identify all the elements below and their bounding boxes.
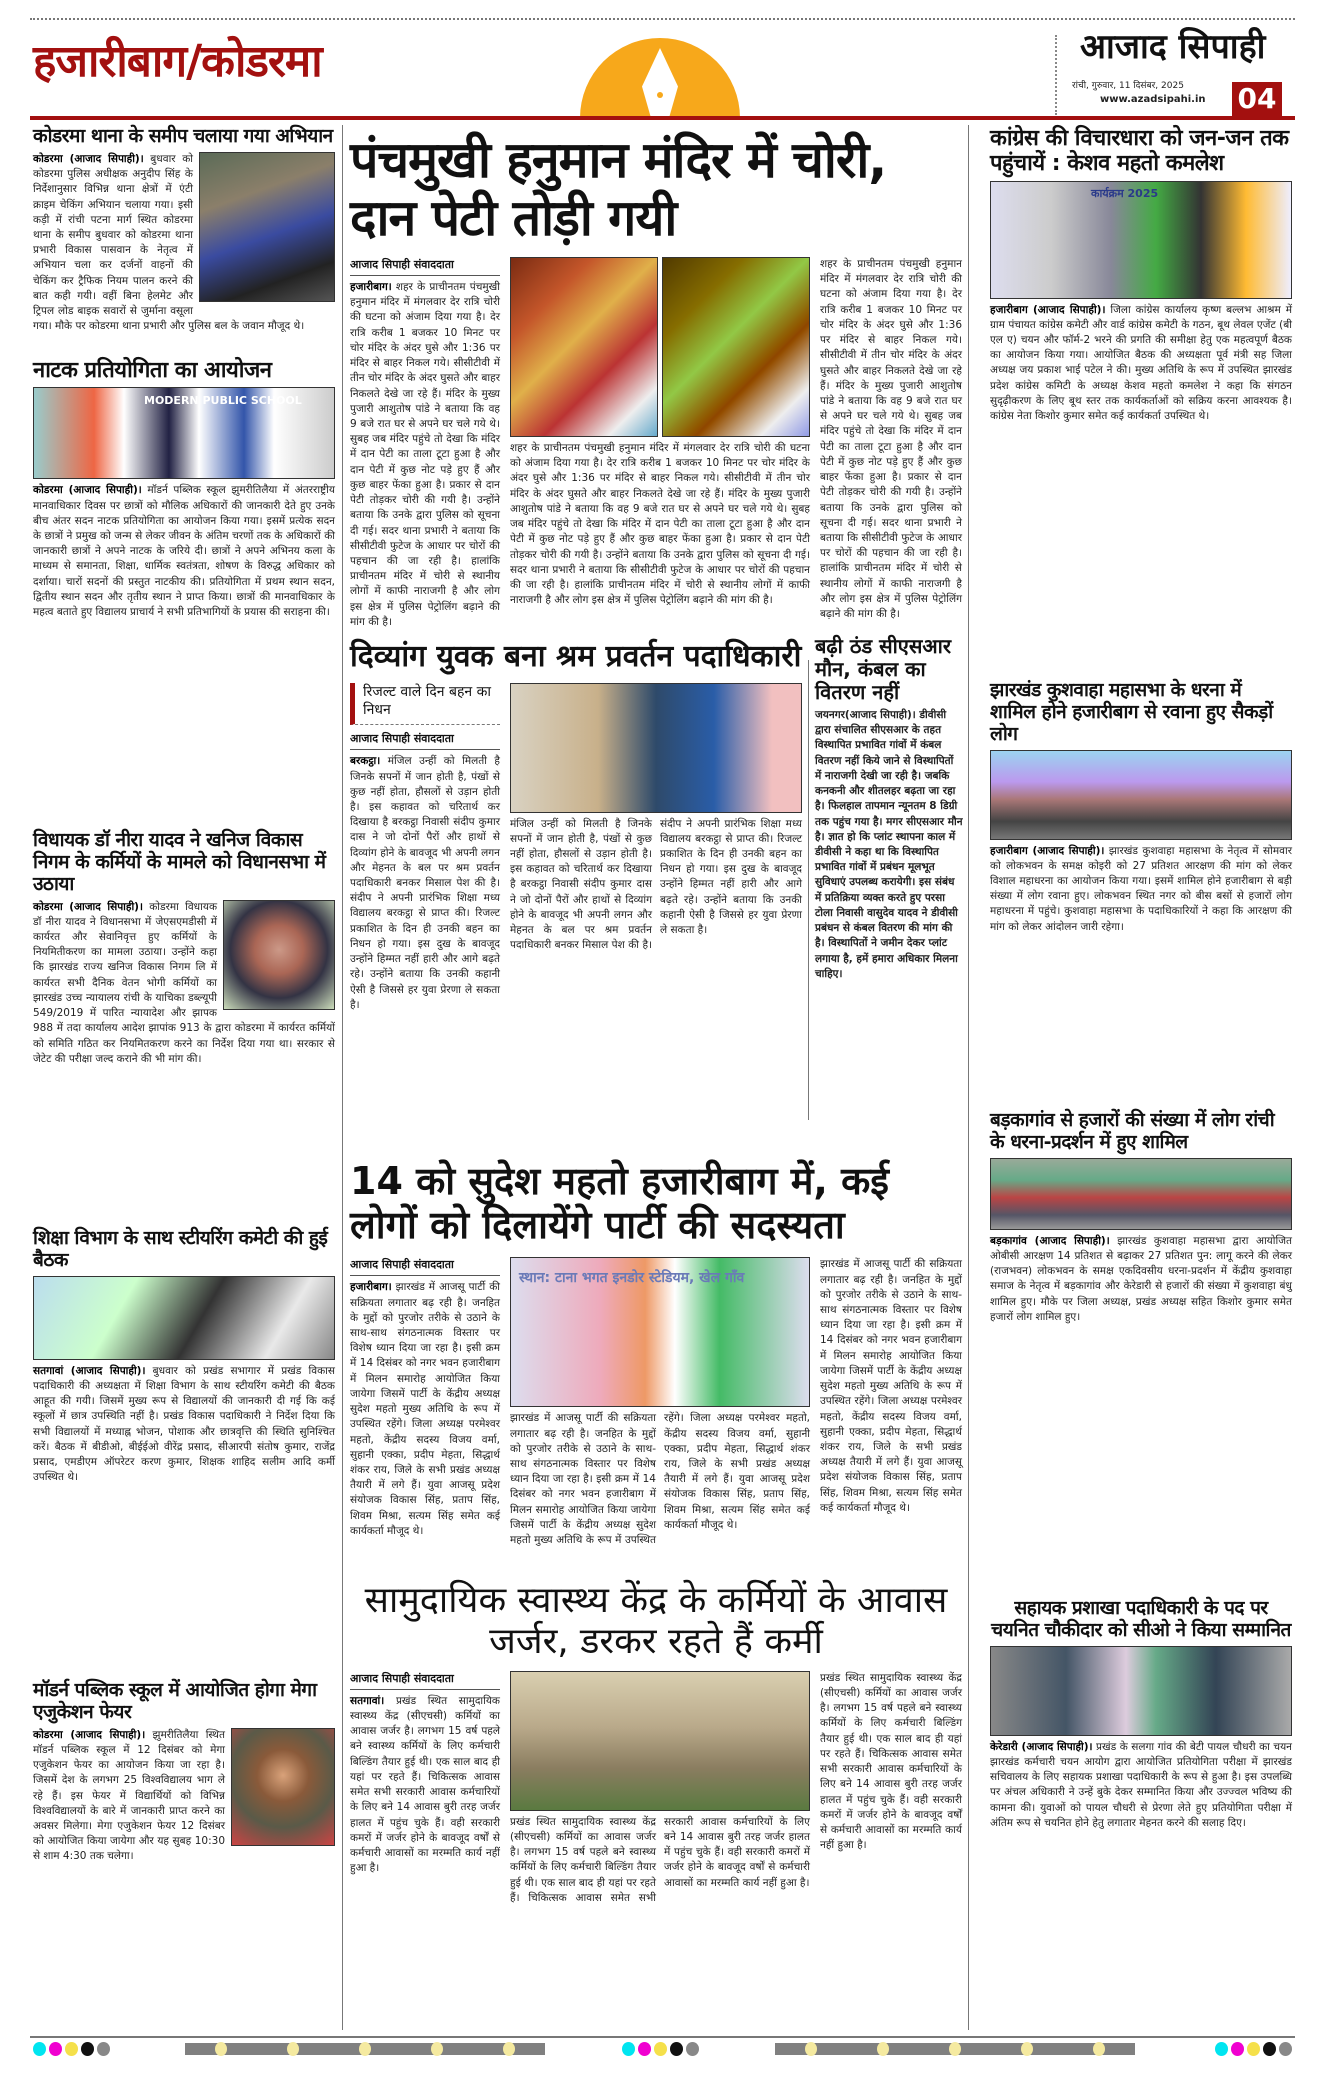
website-link[interactable]: www.azadsipahi.in — [1100, 94, 1206, 105]
article-body: हजारीबाग। झारखंड में आजसू पार्टी की सक्रियता लगातार बढ़ रही है। जनहित के मुद्दों को पुरजोर तरीके से उठाने के साथ-साथ संगठनात्मक विस्तार पर विशेष ध्यान दिया जा रहा है। इसी क्रम में 14 दिसंबर को नगर भवन हजारीबाग में मिलन समारोह आयोजित किया जायेगा जिसमें पार्टी के केंद्रीय अध्यक्ष सुदेश महतो मुख्य अतिथि के रूप में उपस्थित रहेंगे। जिला अध्यक्ष परमेश्वर महतो, केंद्रीय सदस्य विजय वर्मा, सुहानी एक्का, प्रदीप मेहता, सिद्धार्थ शंकर राय, जिले के सभी प्रखंड अध्यक्ष तैयारी में लगे हैं। युवा आजसू प्रदेश संयोजक विकास सिंह, प्रताप सिंह, शिवम मिश्रा, सत्यम सिंह समेत कई कार्यकर्ता मौजूद थे। — [350, 1281, 500, 1537]
article-body-continued: प्रखंड स्थित सामुदायिक स्वास्थ्य केंद्र (सीएचसी) कर्मियों का आवास जर्जर है। लगभग 15 वर्ष पहले बने स्वास्थ्य कर्मियों के लिए कर्मचारी बिल्डिंग तैयार हुई थी। एक साल बाद ही यहां पर रहते हैं। चिकित्सक आवास समेत सभी सरकारी आवास कर्मचारियों के लिए बने 14 आवास बुरी तरह जर्जर हालत में पहुंच चुके हैं। वही सरकारी कमरों में जर्जर होने के बावजूद वर्षों से कर्मचारी आवासों का मरम्मति कार्य नहीं हुआ है। — [820, 1671, 962, 1852]
dilapidated-building-photo — [510, 1671, 810, 1811]
headline: सामुदायिक स्वास्थ्य केंद्र के कर्मियों के आवास जर्जर, डरकर रहते हैं कर्मी — [364, 1580, 948, 1663]
black-swatch — [81, 2042, 94, 2056]
footer-rule — [30, 2036, 1295, 2038]
magenta-swatch — [49, 2042, 62, 2056]
magenta-swatch — [1231, 2042, 1244, 2056]
mla-portrait-photo — [223, 900, 335, 1010]
masthead-rule — [30, 116, 1295, 120]
article-education-fair[interactable] — [33, 1680, 335, 1998]
kushwaha-rally-photo — [990, 750, 1292, 840]
cyan-swatch — [33, 2042, 46, 2056]
yellow-swatch — [1247, 2042, 1260, 2056]
article-body-continued: शहर के प्राचीनतम पंचमुखी हनुमान मंदिर में मंगलवार देर रात्रि चोरी की घटना को अंजाम दिया गया है। देर रात्रि करीब 1 बजकर 10 मिनट पर चोर मंदिर के अंदर घुसे और 1:36 पर मंदिर से बाहर निकल गये। सीसीटीवी में तीन चोर मंदिर के अंदर घुसते और बाहर निकलते देखे जा रहे हैं। मंदिर के मुख्य पुजारी आशुतोष पांडे ने बताया कि वह 9 बजे रात घर से अपने घर चले गये थे। सुबह जब मंदिर पहुंचे तो देखा कि मंदिर में दान पेटी का ताला टूटा हुआ है और दान पेटी में कुछ नोट पड़े हुए हैं और कुछ बाहर फेंका हुआ है। प्रकार से दान पेटी तोड़कर चोरी की गयी है। उन्होंने बताया कि उनके द्वारा पुलिस को सूचना दी गई। सदर थाना प्रभारी ने बताया कि सीसीटीवी फुटेज के आधार पर चोरों की पहचान की जा रही है। हालांकि प्राचीनतम मंदिर में चोरी से स्थानीय लोगों में काफी नाराजगी है और लोग इस क्षेत्र में पुलिस पेट्रोलिंग बढ़ाने की मांग की है। — [510, 442, 810, 607]
headline: कोडरमा थाना के समीप चलाया गया अभियान — [33, 125, 333, 147]
story-sudesh-mahto[interactable] — [350, 1160, 962, 1590]
gray-swatch — [97, 2042, 110, 2056]
article-body: कोडरमा (आजाद सिपाही)। झुमरीतिलैया स्थित मॉडर्न पब्लिक स्कूल में 12 दिसंबर को मेगा एजुकेशन फेयर का आयोजन किया जा रहा है। जिसमें देश के लगभग 25 विश्वविद्यालय भाग ले रहे हैं। इस फेयर में विद्यार्थियों को विभिन्न विश्वविद्यालयों के बारे में जानकारी प्राप्त करने का अवसर मिलेगा। मेगा एजुकेशन फेयर 12 दिसंबर को आयोजित किया जायेगा और यह सुबह 10:30 से शाम 4:30 तक चलेगा। — [33, 1728, 225, 1863]
headline: झारखंड कुशवाहा महासभा के धरना में शामिल होने हजारीबाग से रवाना हुए सैकड़ों लोग — [990, 679, 1273, 745]
article-body-continued: शहर के प्राचीनतम पंचमुखी हनुमान मंदिर में मंगलवार देर रात्रि चोरी की घटना को अंजाम दिया गया है। देर रात्रि करीब 1 बजकर 10 मिनट पर चोर मंदिर के अंदर घुसे और 1:36 पर मंदिर से बाहर निकल गये। सीसीटीवी में तीन चोर मंदिर के अंदर घुसते और बाहर निकलते देखे जा रहे हैं। मंदिर के मुख्य पुजारी आशुतोष पांडे ने बताया कि वह 9 बजे रात घर से अपने घर चले गये थे। सुबह जब मंदिर पहुंचे तो देखा कि मंदिर में दान पेटी का ताला टूटा हुआ है और दान पेटी में कुछ नोट पड़े हुए हैं और कुछ बाहर फेंका हुआ है। प्रकार से दान पेटी तोड़कर चोरी की गयी है। उन्होंने बताया कि उनके द्वारा पुलिस को सूचना दी गई। सदर थाना प्रभारी ने बताया कि सीसीटीवी फुटेज के आधार पर चोरों की पहचान की जा रही है। हालांकि प्राचीनतम मंदिर में चोरी से स्थानीय लोगों में काफी नाराजगी है और लोग इस क्षेत्र में पुलिस पेट्रोलिंग बढ़ाने की मांग की है। — [820, 258, 962, 621]
article-body: हजारीबाग (आजाद सिपाही)। झारखंड कुशवाहा महासभा के नेतृत्व में सोमवार को लोकभवन के समक्ष कोइरी को 27 प्रतिशत आरक्षण की मांग को लेकर विशाल महाधरना का आयोजन किया गया। इसमें शामिल होने हजारीबाग से बड़ी संख्या में लोग रवाना हुए। लोकभवन स्थित नगर को बीस बसों से हजारों लोग महाधरना में पहुंचे। कुशवाहा महासभा के पदाधिकारियों ने कहा कि आरक्षण की मांग को लेकर आंदोलन जारी रहेगा। — [990, 844, 1292, 933]
story-health-centre-housing[interactable] — [350, 1580, 962, 1984]
cyan-swatch — [1215, 2042, 1228, 2056]
article-body-continued: झारखंड में आजसू पार्टी की सक्रियता लगातार बढ़ रही है। जनहित के मुद्दों को पुरजोर तरीके से उठाने के साथ-साथ संगठनात्मक विस्तार पर विशेष ध्यान दिया जा रहा है। इसी क्रम में 14 दिसंबर को नगर भवन हजारीबाग में मिलन समारोह आयोजित किया जायेगा जिसमें पार्टी के केंद्रीय अध्यक्ष सुदेश महतो मुख्य अतिथि के रूप में उपस्थित रहेंगे। जिला अध्यक्ष परमेश्वर महतो, केंद्रीय सदस्य विजय वर्मा, सुहानी एक्का, प्रदीप मेहता, सिद्धार्थ शंकर राय, जिले के सभी प्रखंड अध्यक्ष तैयारी में लगे हैं। युवा आजसू प्रदेश संयोजक विकास सिंह, प्रताप सिंह, शिवम मिश्रा, सत्यम सिंह समेत कई कार्यकर्ता मौजूद थे। — [820, 1258, 962, 1514]
byline: आजाद सिपाही संवाददाता — [350, 1671, 500, 1690]
newspaper-brand: आजाद सिपाही — [1080, 27, 1266, 67]
yellow-swatch — [65, 2042, 78, 2056]
dateline: रांची, गुरुवार, 11 दिसंबर, 2025 — [1072, 81, 1184, 91]
article-body: जयनगर(आजाद सिपाही)। डीवीसी द्वारा संचालित सीएसआर के तहत विस्थापित प्रभावित गांवों में कंबल वितरण नहीं किये जाने से विस्थापितों में नाराजगी देखी जा रही है। जबकि कनकनी और शीतलहर बढ़ता जा रहा है। फिलहाल तापमान न्यूनतम 8 डिग्री तक पहुंच गया है। मगर सीएसआर मौन है। ज्ञात हो कि प्लांट स्थापना काल में डीवीसी ने कहा था कि विस्थापित प्रभावित गांवों में प्रबंधन मूलभूत सुविधाएं उपलब्ध करायेगी। इस संबंध में प्रतिक्रिया व्यक्त करते हुए परसा टोला निवासी वासुदेव यादव ने डीवीसी प्रबंधन से कंबल वितरण की मांग की है। विस्थापितों ने जमीन देकर प्लांट लगाया है, हमें हमारा अधिकार मिलना चाहिए। — [815, 709, 963, 980]
temple-idol-photo — [510, 257, 658, 437]
school-drama-group-photo: MODERN PUBLIC SCHOOL — [33, 387, 335, 479]
column-divider — [808, 660, 809, 1120]
black-swatch — [1263, 2042, 1276, 2056]
congress-felicitation-photo: कार्यक्रम 2025 — [990, 181, 1292, 299]
page-number: 04 — [1232, 82, 1282, 116]
byline: आजाद सिपाही संवाददाता — [350, 257, 500, 276]
gray-color-bar — [185, 2043, 545, 2055]
divyang-youth-family-photo — [510, 683, 802, 813]
gray-color-bar — [775, 2043, 1135, 2055]
article-body: बड़कागांव (आजाद सिपाही)। झारखंड कुशवाहा महासभा द्वारा आयोजित ओबीसी आरक्षण 14 प्रतिशत से बढ़ाकर 27 प्रतिशत पुन: लागू करने की लेकर (राजभवन) लोकभवन के समक्ष एकदिवसीय धरना-प्रदर्शन में केंद्रीय कुशवाहा समाज के नेतृत्व में बड़कागांव और केरेडारी से हजारों की संख्या में कुशवाहा बंधु शामिल हुए। मौके पर जिला अध्यक्ष, प्रखंड अध्यक्ष सहित किशोर कुमार समेत हजारों लोग शामिल हुए। — [990, 1234, 1292, 1323]
protest-group-photo — [990, 1158, 1292, 1230]
steering-committee-meeting-photo — [33, 1276, 335, 1360]
headline: कांग्रेस की विचारधारा को जन-जन तक पहुंचायें : केशव महतो कमलेश — [990, 126, 1289, 177]
article-barkagaon-protest[interactable] — [990, 1110, 1292, 1579]
gray-swatch — [1279, 2042, 1292, 2056]
article-body: कोडरमा (आजाद सिपाही)। मॉडर्न पब्लिक स्कूल झुमरीतिलैया में अंतरराष्ट्रीय मानवाधिकार दिवस पर छात्रों को मौलिक अधिकारों की जानकारी देते हुए उनके बीच अंतर सदन नाटक प्रतियोगिता का आयोजन किया गया। इसमें प्रत्येक सदन के छात्रों ने प्रमुख को जन्म से लेकर जीवन के अंतिम चरणों तक के अधिकारों की जानकारी छात्रों ने अपने नाटक के जरिये दी। छात्रों ने अपने अभिनय कला के माध्यम से समानता, शिक्षा, धार्मिक स्वतंत्रता, शोषण के विरुद्ध अधिकार को दर्शाया। चारों सदनों की प्रस्तुत नाटकीय की। प्रतियोगिता में प्रथम स्थान सदन, द्वितीय स्थान सदन और तृतीय स्थान ने प्राप्त किया। छात्रों की मानवाधिकार के महत्व बताते हुए विद्यालय प्राचार्य ने सभी प्रतिभागियों के प्रयास की सराहना की। — [33, 484, 335, 619]
byline: आजाद सिपाही संवाददाता — [350, 731, 500, 750]
column-divider — [342, 125, 343, 2030]
registration-marks — [33, 2042, 110, 2056]
article-body: हजारीबाग (आजाद सिपाही)। जिला कांग्रेस कार्यालय कृष्ण बल्लभ आश्रम में ग्राम पंचायत कांग्रेस कमेटी और वार्ड कांग्रेस कमेटी के गठन, बूथ लेवल एजेंट (बी एल ए) चयन और फॉर्म-2 भरने की प्रगति की समीक्षा हेतु एक महत्वपूर्ण बैठक का आयोजन किया गया। आयोजित बैठक की अध्यक्षता पूर्व मंत्री सह जिला अध्यक्ष जय प्रकाश भाई पटेल ने की। मुख्य अतिथि के रूप में उपस्थित झारखंड प्रदेश कांग्रेस कमिटी के अध्यक्ष केशव महतो कमलेश ने कहा कि संगठन सुदृढ़ीकरण के लिए बूथ स्तर तक कार्यकर्ताओं को सक्रिय करना आवश्यक है। कांग्रेस नेता किशोर कुमार समेत कई कार्यकर्ता उपस्थित थे। — [990, 303, 1292, 423]
registration-marks — [1215, 2042, 1292, 2056]
subhead: रिजल्ट वाले दिन बहन का निधन — [350, 683, 500, 726]
column-divider — [968, 125, 969, 2030]
article-co-honour[interactable] — [990, 1598, 1292, 2010]
sudesh-mahto-stage-photo: स्थान: टाना भगत इनडोर स्टेडियम, खेल गाँव — [510, 1257, 810, 1407]
pen-nib-icon — [580, 38, 740, 118]
article-body: कोडरमा (आजाद सिपाही)। कोडरमा विधायक डॉ नीरा यादव ने विधानसभा में जेएसएमडीसी में कार्यरत और सेवानिवृत्त हुए कर्मियों के नियमितीकरण का मामला उठाया। उन्होंने कहा कि झारखंड राज्य खनिज विकास निगम लि में कार्यरत सभी दैनिक वेतन भोगी कर्मियों का झारखंड उच्च न्यायालय रांची के याचिका डब्ल्यूपी 549/2019 में पारित न्यायादेश और झापक 988 में तदा कार्यालय आदेश झापांक 913 के द्वारा कोडरमा में कार्यरत कर्मियों को समिति गठित कर नियमितकरण करने का निर्देश दिया गया था। सरकार से जेटेट की परीक्षा जल्द कराने की भी मांग की। — [33, 900, 335, 1065]
headline: विधायक डॉ नीरा यादव ने खनिज विकास निगम के कर्मियों के मामले को विधानसभा में उठाया — [33, 829, 326, 895]
article-congress-meeting[interactable] — [990, 126, 1292, 565]
headline: नाटक प्रतियोगिता का आयोजन — [33, 358, 272, 383]
headline: बड़कागांव से हजारों की संख्या में लोग रांची के धरना-प्रदर्शन में हुए शामिल — [990, 1109, 1275, 1153]
article-kodarma-checking[interactable] — [33, 126, 335, 334]
article-body: हजारीबाग। शहर के प्राचीनतम पंचमुखी हनुमान मंदिर में मंगलवार देर रात्रि चोरी की घटना को अंजाम दिया गया है। देर रात्रि करीब 1 बजकर 10 मिनट पर चोर मंदिर के अंदर घुसे और 1:36 पर मंदिर से बाहर निकल गये। सीसीटीवी में तीन चोर मंदिर के अंदर घुसते और बाहर निकलते देखे जा रहे हैं। मंदिर के मुख्य पुजारी आशुतोष पांडे ने बताया कि वह 9 बजे रात घर से अपने घर चले गये थे। सुबह जब मंदिर पहुंचे तो देखा कि मंदिर में दान पेटी का ताला टूटा हुआ है और दान पेटी में कुछ नोट पड़े हुए हैं और कुछ बाहर फेंका हुआ है। प्रकार से दान पेटी तोड़कर चोरी की गयी है। उन्होंने बताया कि उनके द्वारा पुलिस को सूचना दी गई। सदर थाना प्रभारी ने बताया कि सीसीटीवी फुटेज के आधार पर चोरों की पहचान की जा रही है। हालांकि प्राचीनतम मंदिर में चोरी से स्थानीय लोगों में काफी नाराजगी है और लोग इस क्षेत्र में पुलिस पेट्रोलिंग बढ़ाने की मांग की है। — [350, 281, 500, 628]
article-drama-competition[interactable] — [33, 358, 335, 795]
police-checking-photo — [199, 152, 335, 302]
headline: शिक्षा विभाग के साथ स्टीयरिंग कमेटी की हुई बैठक — [33, 1227, 328, 1271]
co-honour-photo — [990, 1646, 1292, 1736]
article-body: बरकट्ठा। मंजिल उन्हीं को मिलती है जिनके सपनों में जान होती है, पंखों से कुछ नहीं होता, हौसलों से उड़ान होती है। इस कहावत को चरितार्थ कर दिखाया है बरकट्ठा निवासी संदीप कुमार दास ने जो दोनों पैरों और हाथों से दिव्यांग होने के बावजूद भी अपनी लगन और मेहनत के बल पर श्रम प्रवर्तन पदाधिकारी बनकर मिसाल पेश की है। संदीप ने अपनी प्रारंभिक शिक्षा मध्य विद्यालय बरकट्ठा से प्राप्त की। रिजल्ट प्रकाशित के दिन ही उनकी बहन का निधन हो गया। इस दुख के बावजूद उन्होंने हिम्मत नहीं हारी और आगे बढ़ते रहे। उन्होंने बताया कि उनकी कहानी ऐसी है जिससे हर युवा प्रेरणा ले सकता है। — [350, 755, 500, 1011]
lead-story-temple-theft[interactable] — [350, 131, 962, 628]
byline: आजाद सिपाही संवाददाता — [350, 1257, 500, 1276]
top-dotted-rule — [30, 18, 1295, 20]
registration-marks — [622, 2042, 699, 2056]
yellow-swatch — [654, 2042, 667, 2056]
temple-interior-people-photo — [662, 257, 810, 437]
headline: मॉडर्न पब्लिक स्कूल में आयोजित होगा मेगा एजुकेशन फेयर — [33, 1679, 317, 1723]
story-csr-blanket[interactable] — [815, 635, 963, 1088]
magenta-swatch — [638, 2042, 651, 2056]
headline: दिव्यांग युवक बना श्रम प्रवर्तन पदाधिकारी — [350, 639, 802, 674]
article-body: सतगावां। प्रखंड स्थित सामुदायिक स्वास्थ्य केंद्र (सीएचसी) कर्मियों का आवास जर्जर है। लगभग 15 वर्ष पहले बने स्वास्थ्य कर्मियों के लिए कर्मचारी बिल्डिंग तैयार हुई थी। एक साल बाद ही यहां पर रहते हैं। चिकित्सक आवास समेत सभी सरकारी आवास कर्मचारियों के लिए बने 14 आवास बुरी तरह जर्जर हालत में पहुंच चुके हैं। वही सरकारी कमरों में जर्जर होने के बावजूद वर्षों से कर्मचारी आवासों का मरम्मति कार्य नहीं हुआ है। — [350, 1694, 500, 1875]
gray-swatch — [686, 2042, 699, 2056]
article-body-continued: मंजिल उन्हीं को मिलती है जिनके सपनों में जान होती है, पंखों से कुछ नहीं होता, हौसलों से उड़ान होती है। इस कहावत को चरितार्थ कर दिखाया है बरकट्ठा निवासी संदीप कुमार दास ने जो दोनों पैरों और हाथों से दिव्यांग होने के बावजूद भी अपनी लगन और मेहनत के बल पर श्रम प्रवर्तन पदाधिकारी बनकर मिसाल पेश की है। संदीप ने अपनी प्रारंभिक शिक्षा मध्य विद्यालय बरकट्ठा से प्राप्त की। रिजल्ट प्रकाशित के दिन ही उनकी बहन का निधन हो गया। इस दुख के बावजूद उन्होंने हिम्मत नहीं हारी और आगे बढ़ते रहे। उन्होंने बताया कि उनकी कहानी ऐसी है जिससे हर युवा प्रेरणा ले सकता है। — [510, 817, 802, 952]
principal-portrait-photo — [231, 1728, 335, 1846]
article-body-continued: झारखंड में आजसू पार्टी की सक्रियता लगातार बढ़ रही है। जनहित के मुद्दों को पुरजोर तरीके से उठाने के साथ-साथ संगठनात्मक विस्तार पर विशेष ध्यान दिया जा रहा है। इसी क्रम में 14 दिसंबर को नगर भवन हजारीबाग में मिलन समारोह आयोजित किया जायेगा जिसमें पार्टी के केंद्रीय अध्यक्ष सुदेश महतो मुख्य अतिथि के रूप में उपस्थित रहेंगे। जिला अध्यक्ष परमेश्वर महतो, केंद्रीय सदस्य विजय वर्मा, सुहानी एक्का, प्रदीप मेहता, सिद्धार्थ शंकर राय, जिले के सभी प्रखंड अध्यक्ष तैयारी में लगे हैं। युवा आजसू प्रदेश संयोजक विकास सिंह, प्रताप सिंह, शिवम मिश्रा, सत्यम सिंह समेत कई कार्यकर्ता मौजूद थे। — [510, 1412, 810, 1547]
article-body: कोडरमा (आजाद सिपाही)। बुधवार को कोडरमा पुलिस अधीक्षक अनुदीप सिंह के निर्देशानुसार विभिन्न थाना क्षेत्रों में एंटी क्राइम चेकिंग अभियान चलाया गया। इसी कड़ी में रांची पटना मार्ग स्थित कोडरमा थाना के समीप बुधवार को कोडरमा थाना प्रभारी विकास पासवान के नेतृत्व में अभियान चला कर दर्जनों वाहनों की चेकिंग कर ट्रैफिक नियम पालन करने की बात कही गयी। वहीं बिना हेलमेट और ट्रिपल लोड बाइक सवारों से जुर्माना वसूला गया। मौके पर कोडरमा थाना प्रभारी और पुलिस बल के जवान मौजूद थे। — [33, 152, 305, 333]
cyan-swatch — [622, 2042, 635, 2056]
article-mla-neera-yadav[interactable] — [33, 830, 335, 1230]
article-kushwaha-rally[interactable] — [990, 680, 1292, 1092]
section-title: हजारीबाग/कोडरमा — [33, 36, 322, 87]
black-swatch — [670, 2042, 683, 2056]
headline: सहायक प्रशाखा पदाधिकारी के पद पर चयनित चौकीदार को सीओ ने किया सम्मानित — [991, 1597, 1291, 1641]
article-body-continued: प्रखंड स्थित सामुदायिक स्वास्थ्य केंद्र (सीएचसी) कर्मियों का आवास जर्जर है। लगभग 15 वर्ष पहले बने स्वास्थ्य कर्मियों के लिए कर्मचारी बिल्डिंग तैयार हुई थी। एक साल बाद ही यहां पर रहते हैं। चिकित्सक आवास समेत सभी सरकारी आवास कर्मचारियों के लिए बने 14 आवास बुरी तरह जर्जर हालत में पहुंच चुके हैं। वही सरकारी कमरों में जर्जर होने के बावजूद वर्षों से कर्मचारी आवासों का मरम्मति कार्य नहीं हुआ है। — [510, 1815, 810, 1904]
article-body: सतगावां (आजाद सिपाही)। बुधवार को प्रखंड सभागार में प्रखंड विकास पदाधिकारी की अध्यक्षता में शिक्षा विभाग के साथ स्टीयरिंग कमेटी की बैठक आहूत की गयी। जिसमें मुख्य रूप से विद्यालयों की जानकारी दी गई कि कई स्कूलों में छात्र उपस्थिति नहीं है। प्रखंड विकास पदाधिकारी ने निर्देश दिया कि सभी विद्यालयों में मध्याह्न भोजन, पोशाक और छात्रवृत्ति की स्थिति सुनिश्चित करें। बैठक में बीडीओ, बीईईओ वीरेंद्र प्रसाद, सीआरपी संतोष कुमार, राजेंद्र प्रसाद, एमडीएम ऑपरेटर करण कुमार, शिक्षक शाहिद सलीम आदि कर्मी उपस्थित थे। — [33, 1364, 335, 1484]
headline: बढ़ी ठंड सीएसआर मौन, कंबल का वितरण नहीं — [815, 634, 952, 704]
brand-divider — [1055, 35, 1057, 115]
lead-headline: पंचमुखी हनुमान मंदिर में चोरी, दान पेटी तोड़ी गयी — [350, 131, 887, 247]
story-divyang-youth[interactable] — [350, 640, 802, 1107]
headline: 14 को सुदेश महतो हजारीबाग में, कई लोगों को दिलायेंगे पार्टी की सदस्यता — [350, 1159, 889, 1247]
article-steering-committee[interactable] — [33, 1228, 335, 1682]
article-body: केरेडारी (आजाद सिपाही)। प्रखंड के सलगा गांव की बेटी पायल चौधरी का चयन झारखंड कर्मचारी चयन आयोग द्वारा आयोजित प्रतियोगिता परीक्षा में झारखंड सचिवालय के लिए सहायक प्रशाखा पदाधिकारी के रूप से हुआ है। इस उपलब्धि पर अंचल अधिकारी ने उन्हें बुके देकर सम्मानित किया और उज्ज्वल भविष्य की कामना की। युवाओं को पायल चौधरी से प्रेरणा लेते हुए प्रतियोगिता परीक्षा में अंतिम रूप से चयनित होने हेतु लगातार मेहनत करने की सलाह दिए। — [990, 1740, 1292, 1829]
